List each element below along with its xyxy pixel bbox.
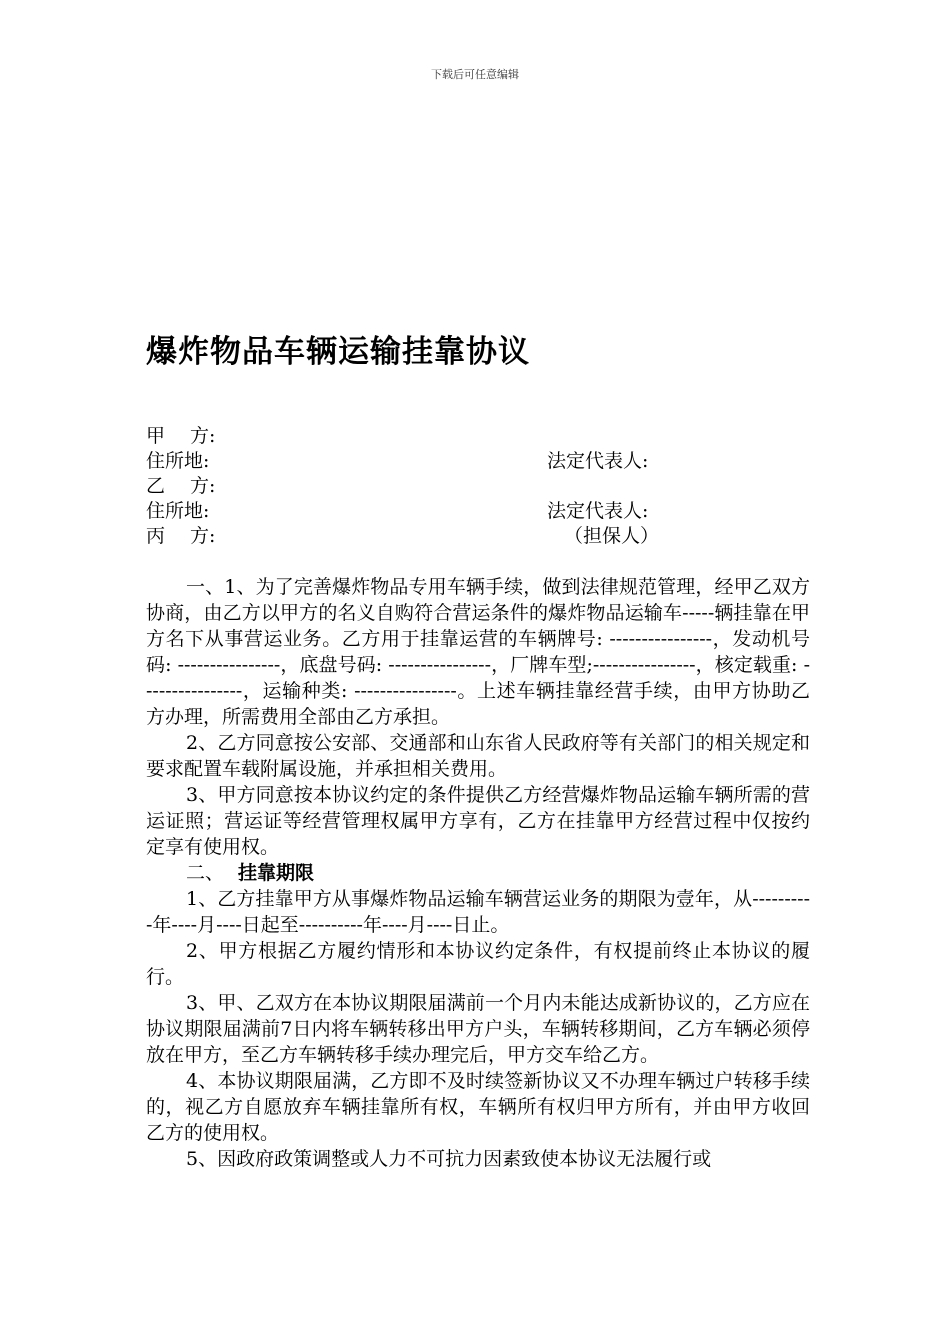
party-right-label: 法定代表人: [547,450,649,472]
clause-paragraph: 1、乙方挂靠甲方从事爆炸物品运输车辆营运业务的期限为壹年，从----------年----月----日起至----------年----月----日止。 [146,888,810,936]
clause-paragraph: 2、乙方同意按公安部、交通部和山东省人民政府等有关部门的相关规定和要求配置车载附属设施，并承担相关费用。 [146,732,810,780]
guarantor-label: （担保人） [564,525,660,547]
section-number: 二、 [186,862,225,884]
party-label: 乙 方: [146,475,216,497]
clause-paragraph: 一、1、为了完善爆炸物品专用车辆手续，做到法律规范管理，经甲乙双方协商，由乙方以甲方的名义自购符合营运条件的爆炸物品运输车-----辆挂靠在甲方名下从事营运业务。乙方用于挂靠运营的车辆牌号: ----------------，发动机号码: ----------------，底盘号码: ----------------，厂牌车型;----------------，核定载重: ----------------，运输种类: ----------------。上述车辆挂靠经营手续，由甲方协助乙方办理，所需费用全部由乙方承担。 [146,576,810,728]
party-label: 住所地: [146,500,210,522]
party-right-label: 法定代表人: [547,500,649,522]
parties-block [146,424,806,549]
clause-paragraph: 3、甲方同意按本协议约定的条件提供乙方经营爆炸物品运输车辆所需的营运证照；营运证等经营管理权属甲方享有，乙方在挂靠甲方经营过程中仅按约定享有使用权。 [146,784,810,858]
clause-paragraph: 5、因政府政策调整或人力不可抗力因素致使本协议无法履行或 [186,1148,712,1170]
party-label: 丙 方: [146,525,216,547]
header-note: 下载后可任意编辑 [431,68,519,81]
party-label: 住所地: [146,450,210,472]
clause-paragraph: 4、本协议期限届满，乙方即不及时续签新协议又不办理车辆过户转移手续的，视乙方自愿放弃车辆挂靠所有权，车辆所有权归甲方所有，并由甲方收回乙方的使用权。 [146,1070,810,1144]
party-row [146,424,806,449]
clause-paragraph: 2、甲方根据乙方履约情形和本协议约定条件，有权提前终止本协议的履行。 [146,940,810,988]
party-row [146,499,806,524]
party-row [146,524,806,549]
document-title: 爆炸物品车辆运输挂靠协议 [146,334,530,370]
clause-paragraph: 3、甲、乙双方在本协议期限届满前一个月内未能达成新协议的，乙方应在协议期限届满前7日内将车辆转移出甲方户头，车辆转移期间，乙方车辆必须停放在甲方，至乙方车辆转移手续办理完后，甲方交车给乙方。 [146,992,810,1066]
party-row [146,474,806,499]
section-heading [146,860,810,886]
party-label: 甲 方: [146,425,216,447]
section-title: 挂靠期限 [238,862,315,884]
agreement-body [146,574,810,1172]
party-row [146,449,806,474]
